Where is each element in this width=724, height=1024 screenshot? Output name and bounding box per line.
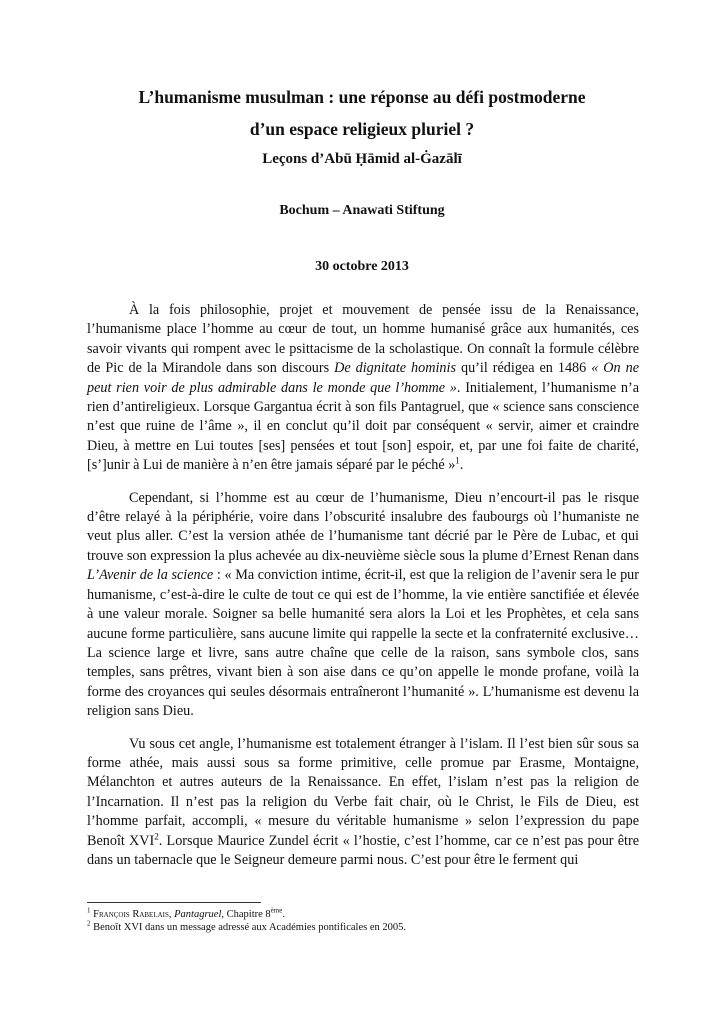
footnote-1-number: 1 xyxy=(87,906,91,915)
paragraph-2 xyxy=(87,489,639,722)
footnote-1-author: François Rabelais xyxy=(93,909,169,920)
footnote-2-number: 2 xyxy=(87,919,91,928)
paragraph-1 xyxy=(87,301,639,476)
title-line-1: L’humanisme musulman : une réponse au défi postmoderne xyxy=(138,87,586,107)
p2-text-a: Cependant, si l’homme est au cœur de l’humanisme, Dieu n’encourt-il pas le risque d’être relayé à la périphérie, voire dans l’obscurité insalubre des faubourgs où l’humaniste ne veut plus aller. C’est la version athée de l’humanisme tant décrié par le Père de Lubac, et qui trouve son expression la plus achevée au dix-neuvième siècle sous la plume d’Ernest Renan dans xyxy=(87,489,639,564)
p3-text-b: . Lorsque Maurice Zundel écrit « l’hostie, c’est l’homme, car ce n’est pas pour être dans un tabernacle que le Seigneur demeure parmi nous. C’est pour être le ferment qui xyxy=(87,832,639,868)
p2-work-title: L’Avenir de la science xyxy=(87,567,214,584)
paragraph-3 xyxy=(87,735,639,871)
footnote-separator xyxy=(87,902,261,903)
footnote-1-sup: ème xyxy=(270,906,283,915)
footnote-2 xyxy=(87,921,647,934)
subtitle: Leçons d’Abū Ḥāmid al-Ġazālī xyxy=(262,151,462,167)
footnote-2-text: Benoît XVI dans un message adressé aux Académies pontificales en 2005. xyxy=(90,922,406,933)
footnote-1-work: Pantagruel xyxy=(174,909,222,920)
date: 30 octobre 2013 xyxy=(315,259,409,274)
p1-work-title: De dignitate hominis xyxy=(334,360,456,377)
venue: Bochum – Anawati Stiftung xyxy=(279,203,445,218)
p2-text-c: : « Ma conviction intime, écrit-il, est que la religion de l’avenir sera le pur humanisme, c’est-à-dire le culte de tout ce qui est de l’homme, la vie entière sanctifiée et élevée à une valeur morale. Soigner sa belle humanité sera alors la Loi et les Prophètes, et cela sans aucune forme particulière, sans aucune limite qui rappelle la secte et la confraternité exclusive… La science large et livre, sans autre chaîne que celle de la raison, sans symbole clos, sans temples, sans prêtres, vivant bien à son aise dans ce qu’on appelle le monde profane, voilà la forme des croyances qui seules désormais entraîneront l’humanité ». L’humanisme est devenu la religion sans Dieu. xyxy=(87,567,639,720)
footnote-ref-1[interactable]: 1 xyxy=(455,455,460,466)
footnote-ref-2[interactable]: 2 xyxy=(154,830,159,841)
footnote-1-end: . xyxy=(282,909,285,920)
footnote-1-sep: , xyxy=(168,909,175,920)
p1-text-f: . xyxy=(459,457,464,474)
p1-text-e: . Initialement, l’humanisme n’a rien d’antireligieux. Lorsque Gargantua écrit à son fils Pantagruel, que « science sans conscience n’est que ruine de l’âme », il en conclut qu’il doit par conséquent « servir, aimer et craindre Dieu, à mettre en Lui toutes [ses] pensées et tout [son] espoir, et, par une foi faite de charité, [s’]unir à Lui de manière à n’en être jamais séparé par le péché » xyxy=(87,379,639,474)
p3-text-a: Vu sous cet angle, l’humanisme est totalement étranger à l’islam. Il l’est bien sûr sous sa forme athée, mais aussi sous sa forme primitive, celle promue par Erasme, Montaigne, Mélanchton et autres auteurs de la Renaissance. En effet, l’islam n’est pas la religion de l’Incarnation. Il n’est pas la religion du Verbe fait chair, où le Christ, le Fils de Dieu, est l’homme parfait, accompli, « mesure du véritable humanisme » selon l’expression du pape Benoît XVI xyxy=(87,735,639,849)
p1-text-c: qu’il rédigea en 1486 xyxy=(456,360,592,377)
footnote-1-rest: , Chapitre 8 xyxy=(221,909,271,920)
p1-text-a: À la fois philosophie, projet et mouvement de pensée issu de la Renaissance, l’humanisme place l’homme au cœur de tout, un homme humanisé grâce aux humanités, ces savoir vivants qui rompent avec le psittacisme de la scholastique. On connaît la formule célèbre de Pic de la Mirandole dans son discours xyxy=(87,302,639,377)
p1-quote: « On ne peut rien voir de plus admirable dans le monde que l’homme » xyxy=(87,360,640,396)
body-text xyxy=(87,301,639,883)
title-line-2: d’un espace religieux pluriel ? xyxy=(249,119,475,139)
footnote-1 xyxy=(87,908,647,921)
footnotes xyxy=(87,908,647,934)
